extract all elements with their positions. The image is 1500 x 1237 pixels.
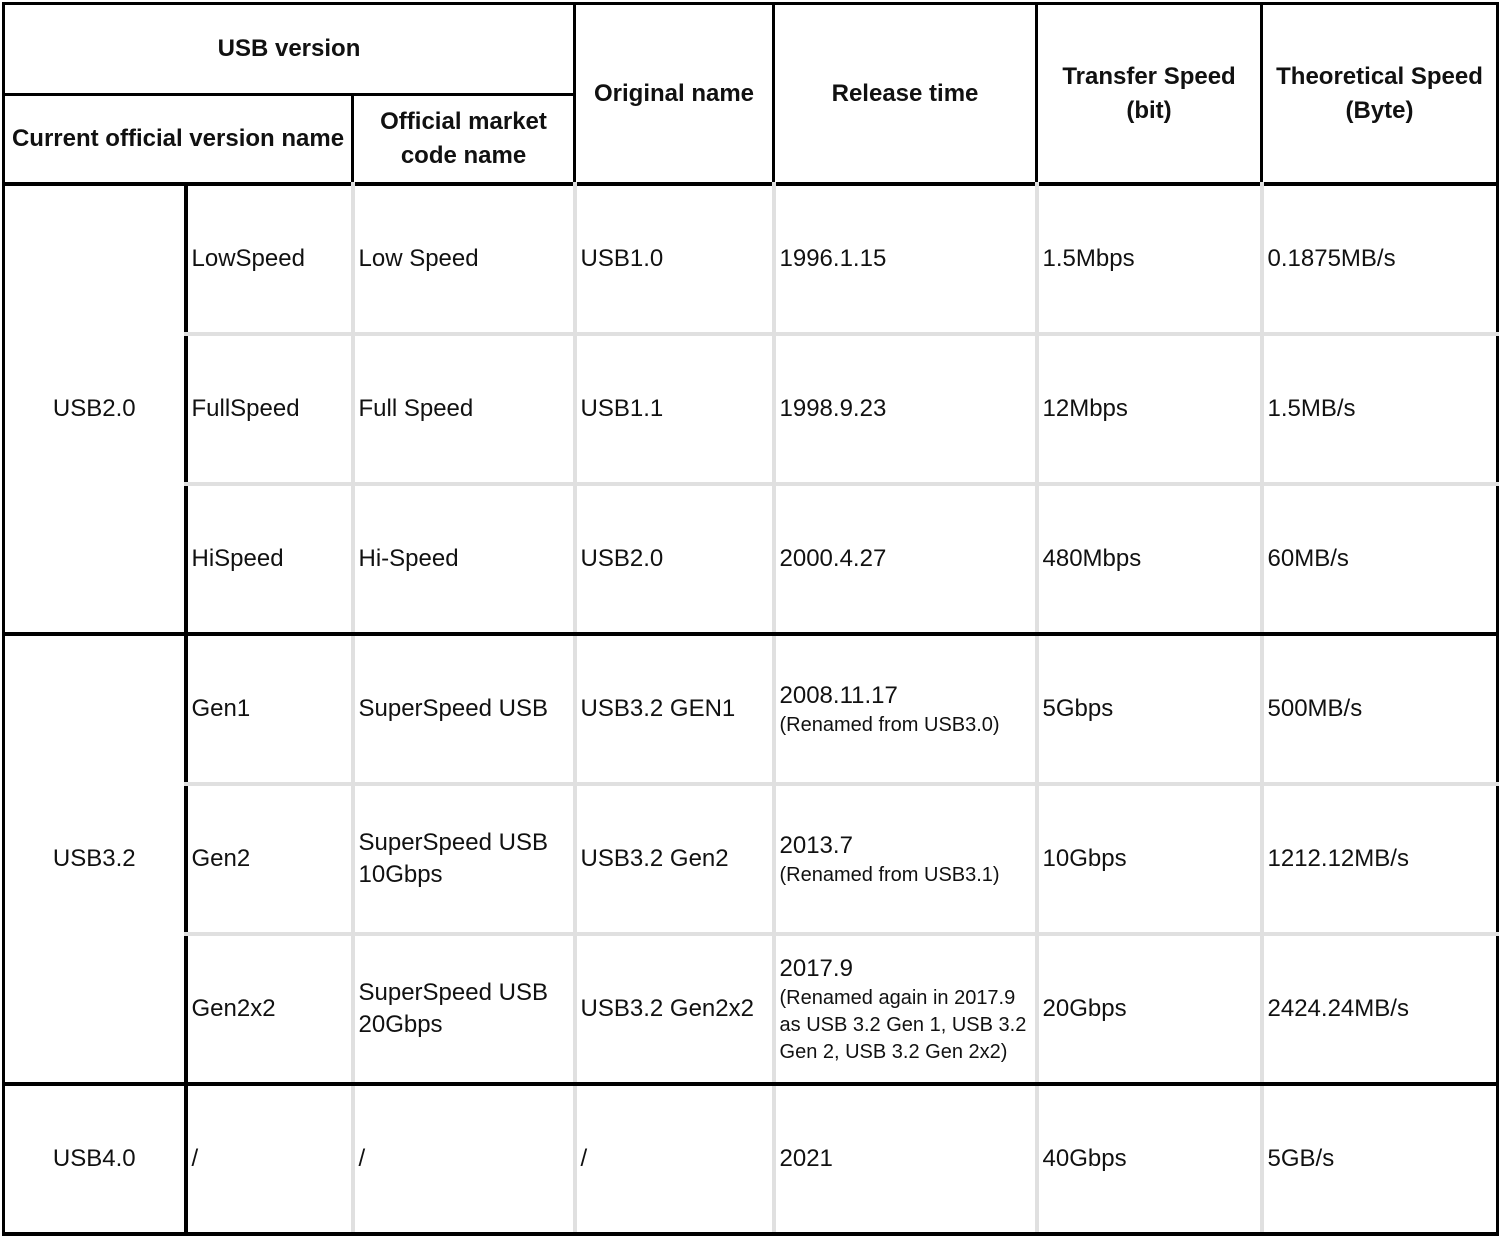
cell-theoretical-speed: 5GB/s xyxy=(1262,1084,1498,1234)
cell-market-name: Full Speed xyxy=(353,334,575,484)
table-row xyxy=(4,484,1498,634)
cell-theoretical-speed: 1212.12MB/s xyxy=(1262,784,1498,934)
header-usb-version: USB version xyxy=(4,4,575,95)
release-date: 2021 xyxy=(779,1145,833,1172)
cell-theoretical-speed: 1.5MB/s xyxy=(1262,334,1498,484)
release-date: 2000.4.27 xyxy=(779,545,887,572)
cell-version: / xyxy=(186,1084,353,1234)
cell-theoretical-speed: 60MB/s xyxy=(1262,484,1498,634)
cell-theoretical-speed: 0.1875MB/s xyxy=(1262,184,1498,334)
cell-version: HiSpeed xyxy=(186,484,353,634)
cell-transfer-speed: 40Gbps xyxy=(1037,1084,1262,1234)
cell-release-time xyxy=(774,484,1037,634)
cell-version: Gen2x2 xyxy=(186,934,353,1084)
header-current-official-version-name: Current official version name xyxy=(4,95,353,185)
table-row xyxy=(4,934,1498,1084)
cell-market-name: SuperSpeed USB 20Gbps xyxy=(353,934,575,1084)
header-original-name: Original name xyxy=(575,4,774,185)
cell-market-name: / xyxy=(353,1084,575,1234)
release-date: 2017.9 xyxy=(779,954,853,982)
cell-market-name: SuperSpeed USB 10Gbps xyxy=(353,784,575,934)
cell-transfer-speed: 12Mbps xyxy=(1037,334,1262,484)
cell-original-name: USB3.2 Gen2x2 xyxy=(575,934,774,1084)
release-date: 1996.1.15 xyxy=(779,245,887,272)
release-date: 1998.9.23 xyxy=(779,395,887,422)
cell-original-name: / xyxy=(575,1084,774,1234)
cell-transfer-speed: 5Gbps xyxy=(1037,634,1262,784)
release-note: (Renamed from USB3.1) xyxy=(779,863,1000,886)
table-row xyxy=(4,634,1498,784)
table-row xyxy=(4,784,1498,934)
usb-version-table xyxy=(2,2,1499,1236)
cell-market-name: Hi-Speed xyxy=(353,484,575,634)
group-usb2-0: USB2.0 xyxy=(4,184,186,634)
cell-release-time xyxy=(774,784,1037,934)
cell-theoretical-speed: 500MB/s xyxy=(1262,634,1498,784)
cell-original-name: USB1.0 xyxy=(575,184,774,334)
cell-market-name: Low Speed xyxy=(353,184,575,334)
cell-transfer-speed: 20Gbps xyxy=(1037,934,1262,1084)
group-usb3-2: USB3.2 xyxy=(4,634,186,1084)
cell-original-name: USB3.2 Gen2 xyxy=(575,784,774,934)
cell-release-time xyxy=(774,184,1037,334)
cell-release-time xyxy=(774,934,1037,1084)
cell-version: FullSpeed xyxy=(186,334,353,484)
cell-version: Gen1 xyxy=(186,634,353,784)
group-usb4-0: USB4.0 xyxy=(4,1084,186,1234)
cell-release-time xyxy=(774,634,1037,784)
cell-original-name: USB2.0 xyxy=(575,484,774,634)
cell-original-name: USB1.1 xyxy=(575,334,774,484)
header-transfer-speed: Transfer Speed (bit) xyxy=(1037,4,1262,185)
release-note: (Renamed from USB3.0) xyxy=(779,713,1000,736)
header-theoretical-speed: Theoretical Speed (Byte) xyxy=(1262,4,1498,185)
cell-original-name: USB3.2 GEN1 xyxy=(575,634,774,784)
header-official-market-code-name: Official market code name xyxy=(353,95,575,185)
cell-release-time xyxy=(774,334,1037,484)
cell-transfer-speed: 1.5Mbps xyxy=(1037,184,1262,334)
table-row xyxy=(4,1084,1498,1234)
table-row xyxy=(4,184,1498,334)
cell-version: Gen2 xyxy=(186,784,353,934)
release-note: (Renamed again in 2017.9 as USB 3.2 Gen 1, USB 3.2 Gen 2, USB 3.2 Gen 2x2) xyxy=(779,986,1027,1063)
table-row xyxy=(4,334,1498,484)
cell-theoretical-speed: 2424.24MB/s xyxy=(1262,934,1498,1084)
release-date: 2013.7 xyxy=(779,831,853,859)
header-release-time: Release time xyxy=(774,4,1037,185)
release-date: 2008.11.17 xyxy=(779,681,898,709)
cell-release-time xyxy=(774,1084,1037,1234)
cell-transfer-speed: 480Mbps xyxy=(1037,484,1262,634)
cell-version: LowSpeed xyxy=(186,184,353,334)
cell-market-name: SuperSpeed USB xyxy=(353,634,575,784)
cell-transfer-speed: 10Gbps xyxy=(1037,784,1262,934)
